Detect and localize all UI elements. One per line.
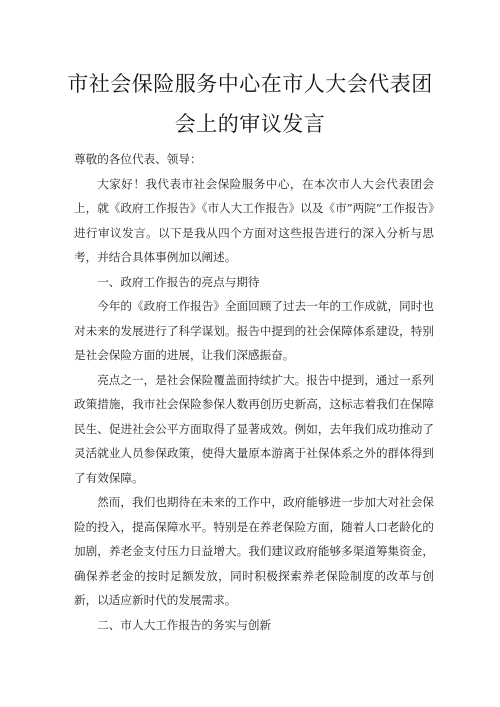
paragraph-intro: 大家好！我代表市社会保险服务中心，在本次市人大会代表团会上，就《政府工作报告》《市人大工作报告》以及《市”两院”工作报告》进行审议发言。以下是我从四个方面对这些报告进行的深入分析与思考，并结合具体事例加以阐述。 bbox=[74, 176, 434, 264]
section-heading-1: 一、政府工作报告的亮点与期待 bbox=[97, 274, 260, 289]
paragraph: 亮点之一，是社会保险覆盖面持续扩大。报告中提到，通过一系列政策措施，我市社会保险参保人数再创历史新高，这标志着我们在保障民生、促进社会公平方面取得了显著成效。例如，去年我们成功推动了灵活就业人员参保政策，使得大量原本游离于社保体系之外的群体得到了有效保障。 bbox=[74, 372, 434, 485]
document-title-line-2: 会上的审议发言 bbox=[174, 112, 326, 136]
paragraph: 今年的《政府工作报告》全面回顾了过去一年的工作成就，同时也对未来的发展进行了科学谋划。报告中提到的社会保障体系建设，特别是社会保险方面的进展，让我们深感振奋。 bbox=[74, 299, 434, 362]
paragraph: 然而，我们也期待在未来的工作中，政府能够进一步加大对社会保险的投入，提高保障水平。特别是在养老保险方面，随着人口老龄化的加剧，养老金支付压力日益增大。我们建议政府能够多渠道筹集资金，确保养老金的按时足额发放，同时积极探索养老保险制度的改革与创新，以适应新时代的发展需求。 bbox=[74, 495, 434, 607]
document-body bbox=[74, 147, 434, 637]
salutation: 尊敬的各位代表、领导： bbox=[74, 152, 202, 166]
document-title-line-1: 市社会保险服务中心在市人大会代表团 bbox=[67, 72, 433, 96]
section-heading-2: 二、市人大工作报告的务实与创新 bbox=[97, 617, 272, 632]
